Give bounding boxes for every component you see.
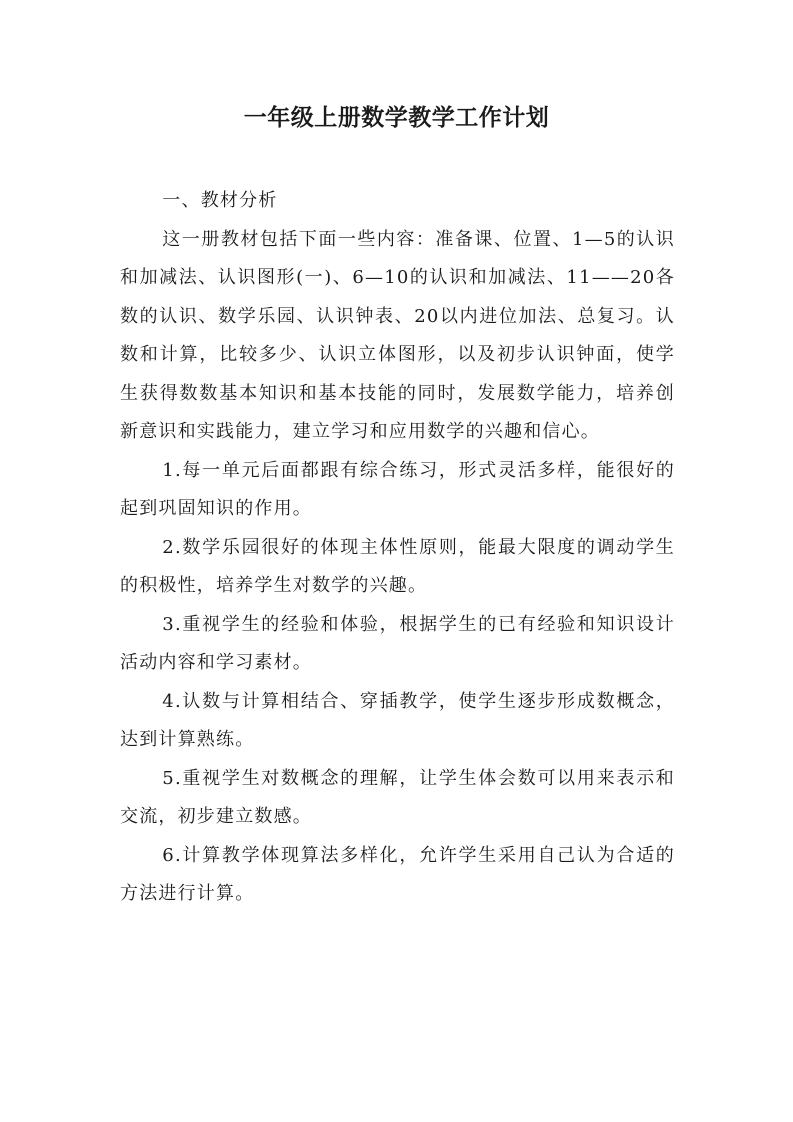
paragraph-intro: 这一册教材包括下面一些内容：准备课、位置、1—5的认识和加减法、认识图形(一)、6—10的认识和加减法、11——20各数的认识、数学乐园、认识钟表、20以内进位加法、总复习。认数和计算，比较多少、认识立体图形，以及初步认识钟面，使学生获得数数基本知识和基本技能的同时，发展数学能力，培养创新意识和实践能力，建立学习和应用数学的兴趣和信心。 <box>120 228 675 442</box>
paragraph-item-3: 3.重视学生的经验和体验，根据学生的已有经验和知识设计活动内容和学习素材。 <box>120 613 675 673</box>
paragraph-item-6: 6.计算教学体现算法多样化，允许学生采用自己认为合适的方法进行计算。 <box>120 844 675 904</box>
paragraph-item-4: 4.认数与计算相结合、穿插教学，使学生逐步形成数概念，达到计算熟练。 <box>120 690 675 750</box>
paragraph-item-5: 5.重视学生对数概念的理解，让学生体会数可以用来表示和交流，初步建立数感。 <box>120 767 675 827</box>
section-heading: 一、教材分析 <box>162 190 278 211</box>
document-title: 一年级上册数学教学工作计划 <box>243 105 550 131</box>
document-body <box>120 182 675 914</box>
paragraph-item-2: 2.数学乐园很好的体现主体性原则，能最大限度的调动学生的积极性，培养学生对数学的兴趣。 <box>120 536 675 596</box>
paragraph-item-1: 1.每一单元后面都跟有综合练习，形式灵活多样，能很好的起到巩固知识的作用。 <box>120 459 675 519</box>
